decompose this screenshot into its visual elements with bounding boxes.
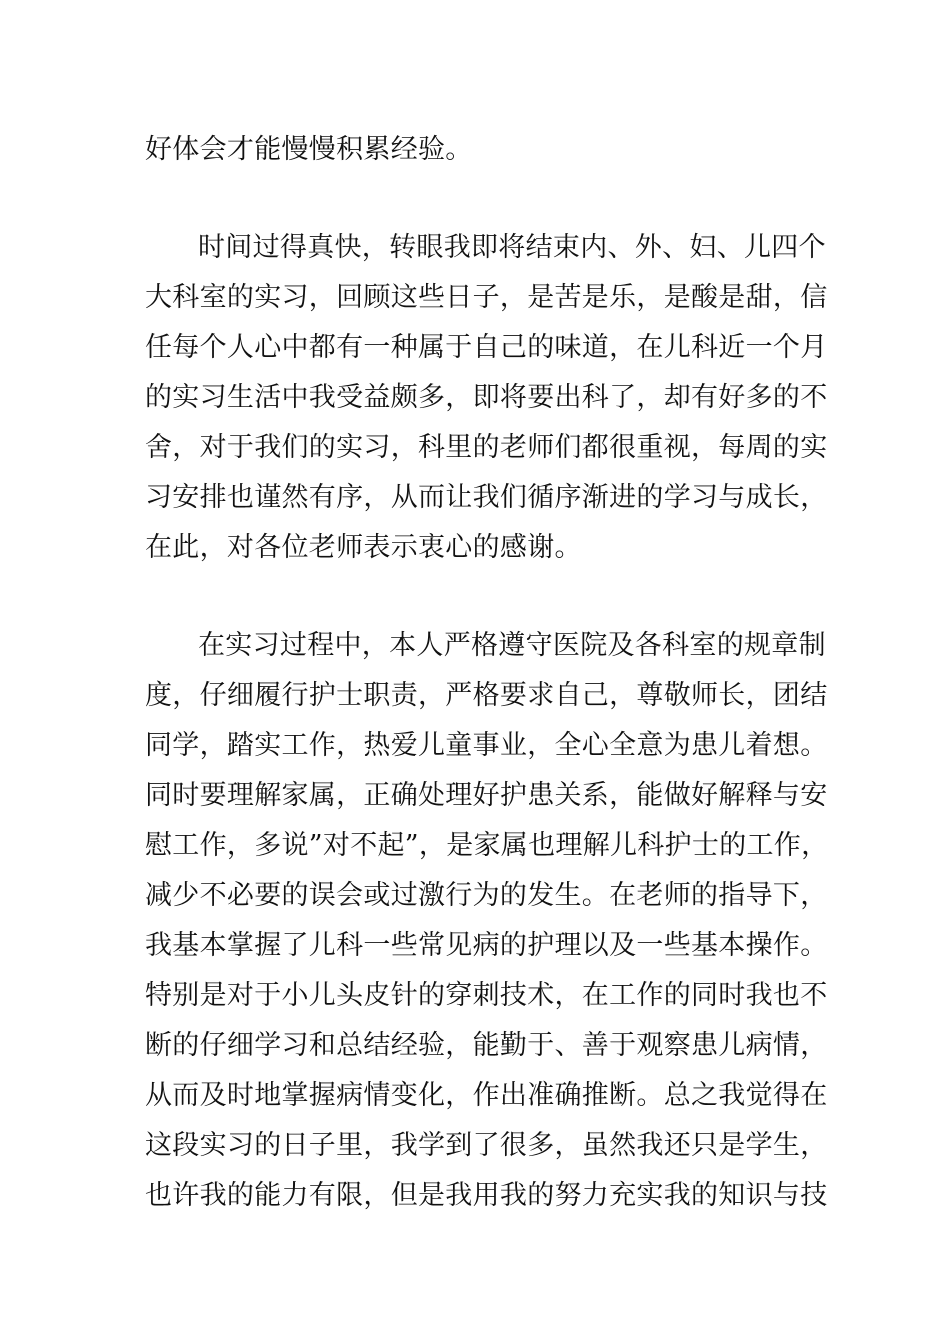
- paragraph-3-line-8: 特别是对于小儿头皮针的穿刺技术，在工作的同时我也不: [145, 980, 828, 1011]
- paragraph-2-line-1: 时间过得真快，转眼我即将结束内、外、妇、儿四个: [198, 232, 826, 263]
- paragraph-2-line-3: 任每个人心中都有一种属于自己的味道，在儿科近一个月: [145, 332, 828, 363]
- paragraph-2-line-7: 在此，对各位老师表示衷心的感谢。: [145, 532, 582, 563]
- paragraph-3-line-12: 也许我的能力有限，但是我用我的努力充实我的知识与技: [145, 1180, 828, 1211]
- paragraph-3-line-10: 从而及时地掌握病情变化，作出准确推断。总之我觉得在: [145, 1080, 828, 1111]
- paragraph-3-line-9: 断的仔细学习和总结经验，能勤于、善于观察患儿病情，: [145, 1030, 828, 1061]
- paragraph-3-line-2: 度，仔细履行护士职责，严格要求自己，尊敬师长，团结: [145, 680, 828, 711]
- paragraph-3-line-11: 这段实习的日子里，我学到了很多，虽然我还只是学生，: [145, 1130, 828, 1161]
- paragraph-2-line-2: 大科室的实习，回顾这些日子，是苦是乐，是酸是甜，信: [145, 282, 828, 313]
- paragraph-3-line-4: 同时要理解家属，正确处理好护患关系，能做好解释与安: [145, 780, 828, 811]
- paragraph-3-line-1: 在实习过程中，本人严格遵守医院及各科室的规章制: [198, 630, 826, 661]
- paragraph-3-line-3: 同学，踏实工作，热爱儿童事业，全心全意为患儿着想。: [145, 730, 828, 761]
- paragraph-2-line-6: 习安排也谨然有序，从而让我们循序渐进的学习与成长，: [145, 482, 828, 513]
- paragraph-2-line-4: 的实习生活中我受益颇多，即将要出科了，却有好多的不: [145, 382, 828, 413]
- paragraph-3-line-5: 慰工作，多说”对不起”，是家属也理解儿科护士的工作，: [145, 830, 829, 861]
- paragraph-2-line-5: 舍，对于我们的实习，科里的老师们都很重视，每周的实: [145, 432, 828, 463]
- paragraph-1-line-1: 好体会才能慢慢积累经验。: [145, 134, 473, 165]
- paragraph-3-line-6: 减少不必要的误会或过激行为的发生。在老师的指导下，: [145, 880, 828, 911]
- paragraph-3-line-7: 我基本掌握了儿科一些常见病的护理以及一些基本操作。: [145, 930, 828, 961]
